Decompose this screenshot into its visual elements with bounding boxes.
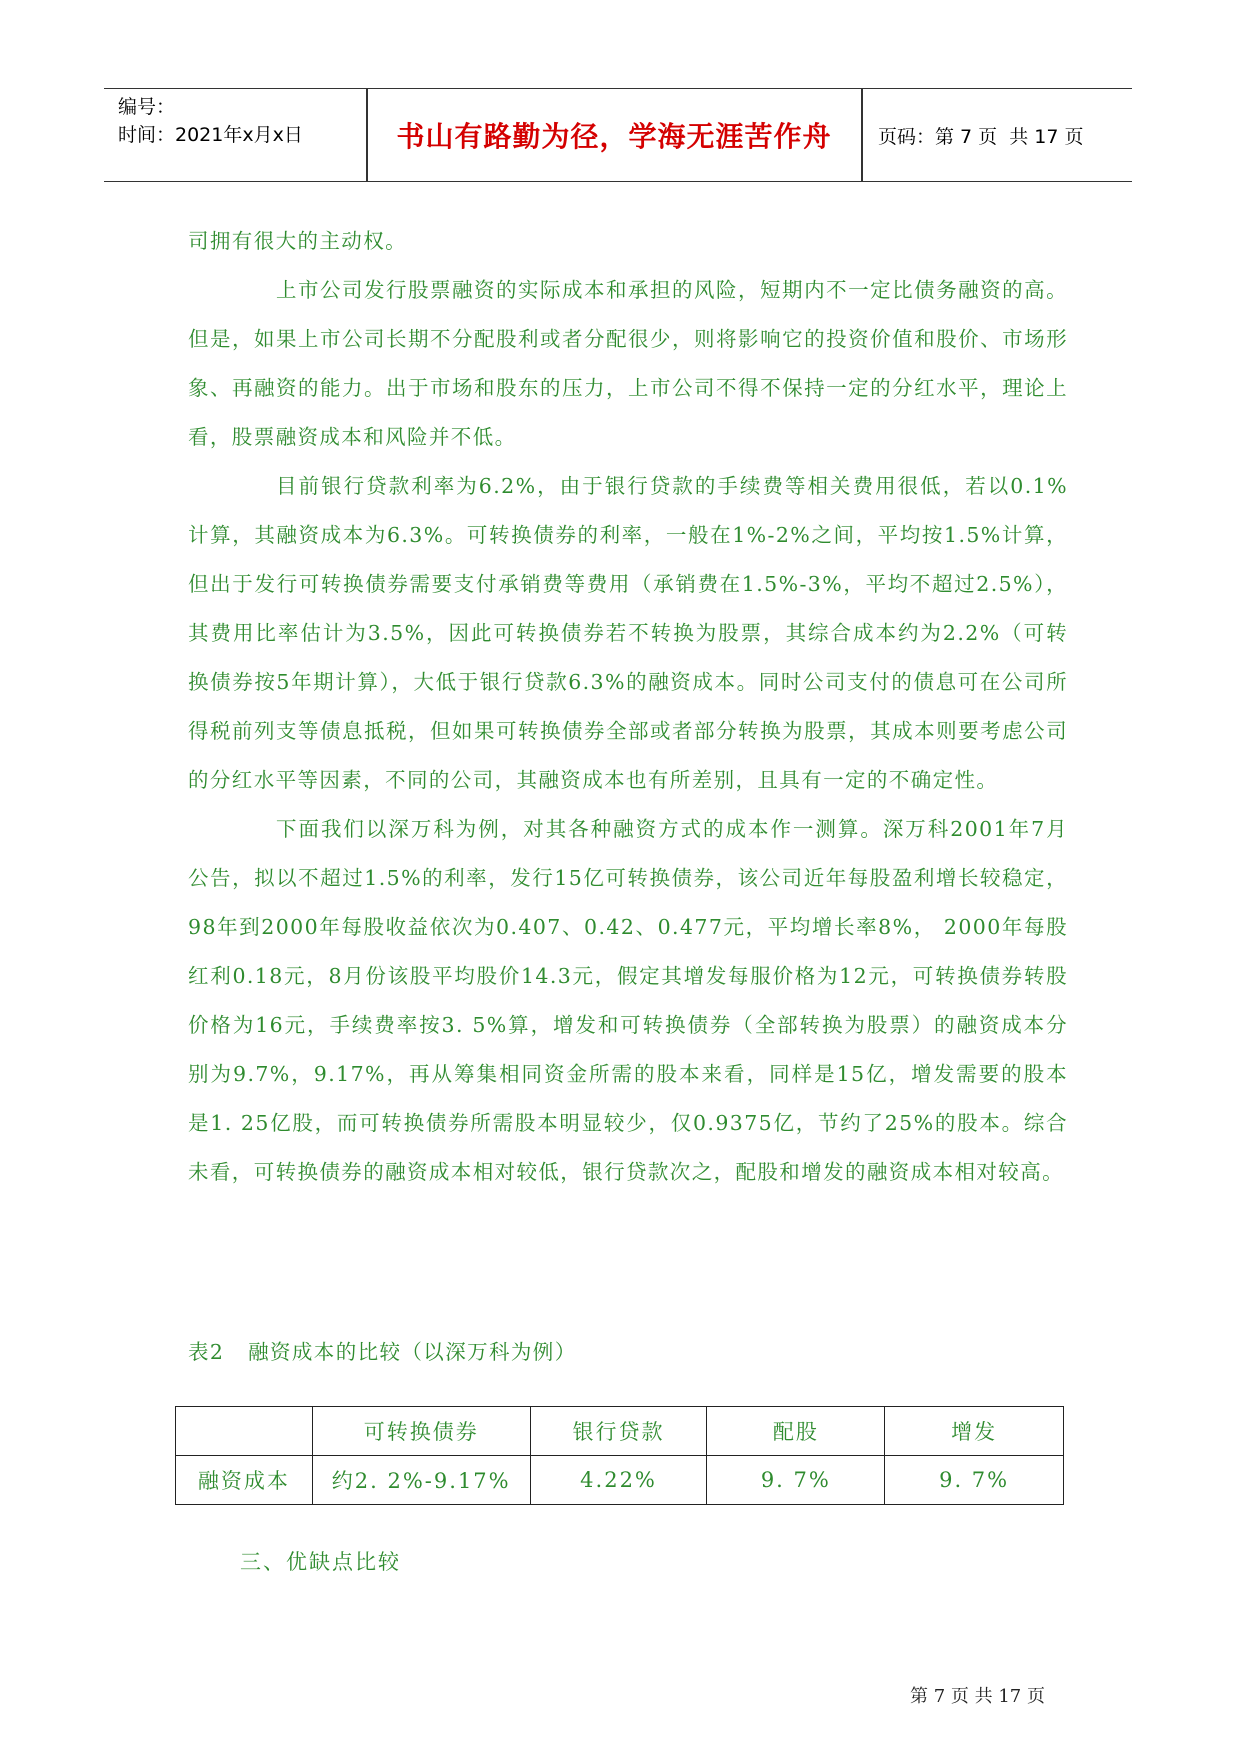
table-header-row [176,1407,1064,1456]
table-header-cell: 银行贷款 [530,1407,707,1456]
cost-comparison-table [175,1406,1064,1505]
header-page-label: 页码：第 7 页 共 17 页 [878,125,1084,148]
table-cell: 9. 7% [707,1456,885,1505]
paragraph: 上市公司发行股票融资的实际成本和承担的风险，短期内不一定比债务融资的高。但是，如果上市公司长期不分配股利或者分配很少，则将影响它的投资价值和股价、市场形象、再融资的能力。出于市场和股东的压力，上市公司不得不保持一定的分红水平，理论上看，股票融资成本和风险并不低。 [188,278,1068,449]
table-cell: 4.22% [530,1456,707,1505]
header-divider [861,89,863,181]
header-motto: 书山有路勤为径，学海无涯苦作舟 [396,120,832,153]
page-footer: 第 7 页 共 17 页 [910,1686,1045,1707]
header-divider [366,89,368,181]
table-cell: 融资成本 [176,1456,313,1505]
table-cell: 约2. 2%-9.17% [312,1456,530,1505]
number-label: 编号： [118,96,176,118]
table-row [176,1456,1064,1505]
table-header-cell: 配股 [707,1407,885,1456]
table-header-cell [176,1407,313,1456]
page-header [104,88,1132,182]
time-label: 时间：2021年x月x日 [118,124,303,146]
paragraph: 目前银行贷款利率为6.2%，由于银行贷款的手续费等相关费用很低，若以0.1%计算，其融资成本为6.3%。可转换债券的利率，一般在1%-2%之间，平均按1.5%计算，但出于发行可转换债券需要支付承销费等费用（承销费在1.5%-3%，平均不超过2.5%），其费用比率估计为3.5%，因此可转换债券若不转换为股票，其综合成本约为2.2%（可转换债券按5年期计算），大低于银行贷款6.3%的融资成本。同时公司支付的债息可在公司所得税前列支等债息抵税，但如果可转换债券全部或者部分转换为股票，其成本则要考虑公司的分红水平等因素，不同的公司，其融资成本也有所差别，且具有一定的不确定性。 [188,474,1068,792]
table-caption: 表2 融资成本的比较（以深万科为例） [188,1340,577,1364]
header-meta [118,93,368,149]
paragraph: 下面我们以深万科为例，对其各种融资方式的成本作一测算。深万科2001年7月公告，拟以不超过1.5%的利率，发行15亿可转换债券，该公司近年每股盈利增长较稳定， 98年到2000年每股收益依次为0.407、0.42、0.477元，平均增长率8%， 2000年每股红利0.18元，8月份该股平均股价14.3元，假定其增发每服价格为12元，可转换债券转股价格为16元，手续费率按3. 5%算，增发和可转换债券（全部转换为股票）的融资成本分别为9.7%，9.17%，再从筹集相同资金所需的股本来看，同样是15亿，增发需要的股本是1. 25亿股，而可转换债券所需股本明显较少，仅0.9375亿，节约了25%的股本。综合未看，可转换债券的融资成本相对较低，银行贷款次之，配股和增发的融资成本相对较高。 [188,817,1068,1184]
body-text [188,217,1068,1197]
table-cell: 9. 7% [885,1456,1064,1505]
table-header-cell: 可转换债券 [312,1407,530,1456]
section-title: 三、优缺点比较 [240,1550,401,1574]
paragraph: 司拥有很大的主动权。 [188,229,407,253]
table-header-cell: 增发 [885,1407,1064,1456]
